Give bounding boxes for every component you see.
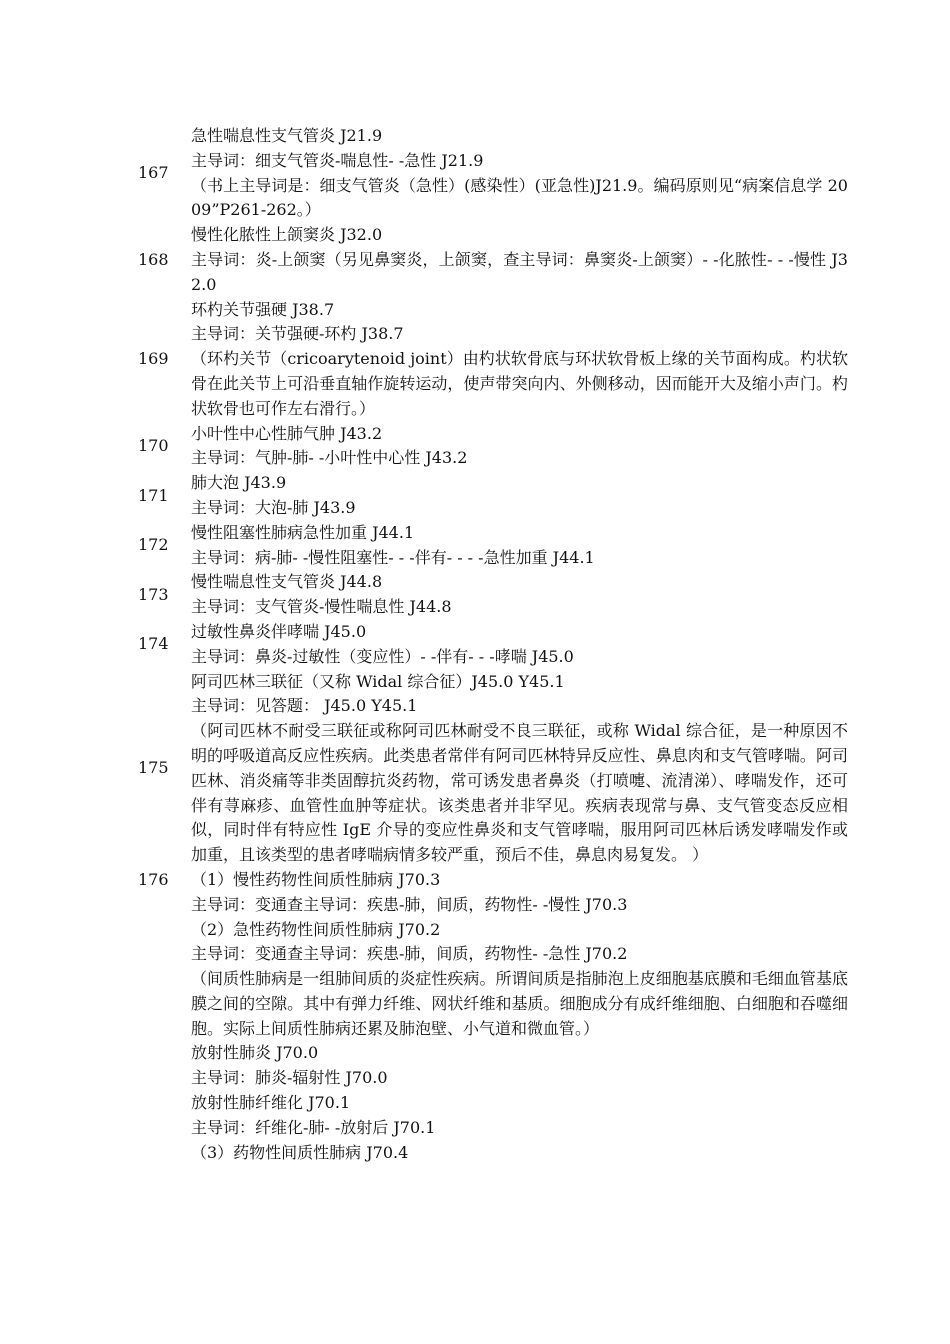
lead-term-line: 主导词：气肿-肺- -小叶性中心性 J43.2	[191, 448, 468, 468]
note-paragraph: （阿司匹林不耐受三联征或称阿司匹林耐受不良三联征，或称 Widal 综合征，是一种原因不明的呼吸道高反应性疾病。此类患者常伴有阿司匹林特异反应性、鼻息肉和支气管哮喘。阿司匹林、消炎痛等非类固醇抗炎药物，常可诱发患者鼻炎（打喷嚏、流清涕）、哮喘发作，还可伴有荨麻疹、血管性血肿等症状。该类患者并非罕见。疾病表现常与鼻、支气管变态反应相似，同时伴有特应性 IgE 介导的变应性鼻炎和支气管哮喘，服用阿司匹林后诱发哮喘发作或加重，且该类型的患者哮喘病情多较严重，预后不佳，鼻息肉易复发。 ）	[191, 721, 848, 865]
lead-term-line: 主导词：支气管炎-慢性喘息性 J44.8	[191, 597, 452, 617]
lead-term-line: 主导词：变通查主导词：疾患-肺，间质，药物性- -慢性 J70.3	[191, 894, 628, 914]
diagnosis-line: 阿司匹林三联征（又称 Widal 综合征）J45.0 Y45.1	[191, 671, 565, 691]
diagnosis-line: 放射性肺纤维化 J70.1	[191, 1093, 351, 1113]
diagnosis-line: 慢性喘息性支气管炎 J44.8	[191, 572, 383, 592]
entry-number: 167	[138, 163, 169, 183]
lead-term-line: 主导词：变通查主导词：疾患-肺，间质，药物性- -急性 J70.2	[191, 944, 628, 964]
diagnosis-line: 过敏性鼻炎伴哮喘 J45.0	[191, 621, 367, 641]
entry-list	[138, 124, 848, 1165]
entry-body	[191, 422, 848, 472]
diagnosis-line: 放射性肺炎 J70.0	[191, 1043, 319, 1063]
note-paragraph: （环杓关节（cricoarytenoid joint）由杓状软骨底与环状软骨板上缘的关节面构成。杓状软骨在此关节上可沿垂直轴作旋转运动，使声带突向内、外侧移动，因而能开大及缩小声门。杓状软骨也可作左右滑行。）	[191, 349, 848, 418]
diagnosis-line: 慢性化脓性上颌窦炎 J32.0	[191, 225, 383, 245]
entry-167	[138, 124, 848, 223]
lead-term-line: 主导词：鼻炎-过敏性（变应性）- -伴有- - -哮喘 J45.0	[191, 646, 574, 666]
diagnosis-line: 肺大泡 J43.9	[191, 473, 287, 493]
entry-number: 168	[138, 249, 169, 269]
entry-body	[191, 670, 848, 868]
entry-172	[138, 521, 848, 571]
entry-body	[191, 868, 848, 1166]
entry-173	[138, 570, 848, 620]
lead-term-line: 主导词：细支气管炎-喘息性- -急性 J21.9	[191, 150, 484, 170]
lead-term-line: 主导词：肺炎-辐射性 J70.0	[191, 1068, 388, 1088]
lead-term-line: 主导词：纤维化-肺- -放射后 J70.1	[191, 1117, 436, 1137]
entry-body	[191, 223, 848, 297]
entry-169	[138, 298, 848, 422]
diagnosis-line: 环杓关节强硬 J38.7	[191, 299, 335, 319]
entry-175	[138, 670, 848, 868]
entry-176	[138, 868, 848, 1166]
lead-term-line: 主导词：关节强硬-环杓 J38.7	[191, 324, 404, 344]
diagnosis-line: （1）慢性药物性间质性肺病 J70.3	[191, 869, 441, 889]
lead-term-line: 主导词：病-肺- -慢性阻塞性- - -伴有- - - -急性加重 J44.1	[191, 547, 595, 567]
diagnosis-line: 慢性阻塞性肺病急性加重 J44.1	[191, 522, 415, 542]
entry-number: 174	[138, 634, 169, 654]
note-paragraph: （书上主导词是：细支气管炎（急性）(感染性）(亚急性)J21.9。编码原则见“病案信息学 2009”P261-262。）	[191, 175, 848, 220]
lead-term-line: 主导词：大泡-肺 J43.9	[191, 497, 356, 517]
entry-number: 172	[138, 535, 169, 555]
lead-term-line: 主导词：见答题： J45.0 Y45.1	[191, 696, 418, 716]
diagnosis-line: 急性喘息性支气管炎 J21.9	[191, 126, 383, 145]
entry-body	[191, 521, 848, 571]
entry-body	[191, 298, 848, 422]
entry-171	[138, 471, 848, 521]
note-paragraph: （间质性肺病是一组肺间质的炎症性疾病。所谓间质是指肺泡上皮细胞基底膜和毛细血管基底膜之间的空隙。其中有弹力纤维、网状纤维和基质。细胞成分有成纤维细胞、白细胞和吞噬细胞。实际上间质性肺病还累及肺泡壁、小气道和微血管。）	[191, 969, 848, 1038]
diagnosis-line: 小叶性中心性肺气肿 J43.2	[191, 423, 383, 443]
diagnosis-line: （2）急性药物性间质性肺病 J70.2	[191, 919, 441, 939]
entry-number: 173	[138, 584, 169, 604]
entry-number: 170	[138, 435, 169, 455]
entry-number: 175	[138, 758, 169, 778]
diagnosis-line: （3）药物性间质性肺病 J70.4	[191, 1142, 409, 1162]
lead-term-paragraph: 主导词：炎-上颌窦（另见鼻窦炎，上颌窦，查主导词：鼻窦炎-上颌窦）- -化脓性- - -慢性 J32.0	[191, 249, 848, 294]
entry-number: 169	[138, 349, 169, 369]
entry-number: 171	[138, 485, 169, 505]
entry-body	[191, 620, 848, 670]
entry-number: 176	[138, 869, 169, 889]
entry-174	[138, 620, 848, 670]
entry-body	[191, 124, 848, 223]
entry-body	[191, 570, 848, 620]
entry-168	[138, 223, 848, 297]
entry-170	[138, 422, 848, 472]
entry-body	[191, 471, 848, 521]
